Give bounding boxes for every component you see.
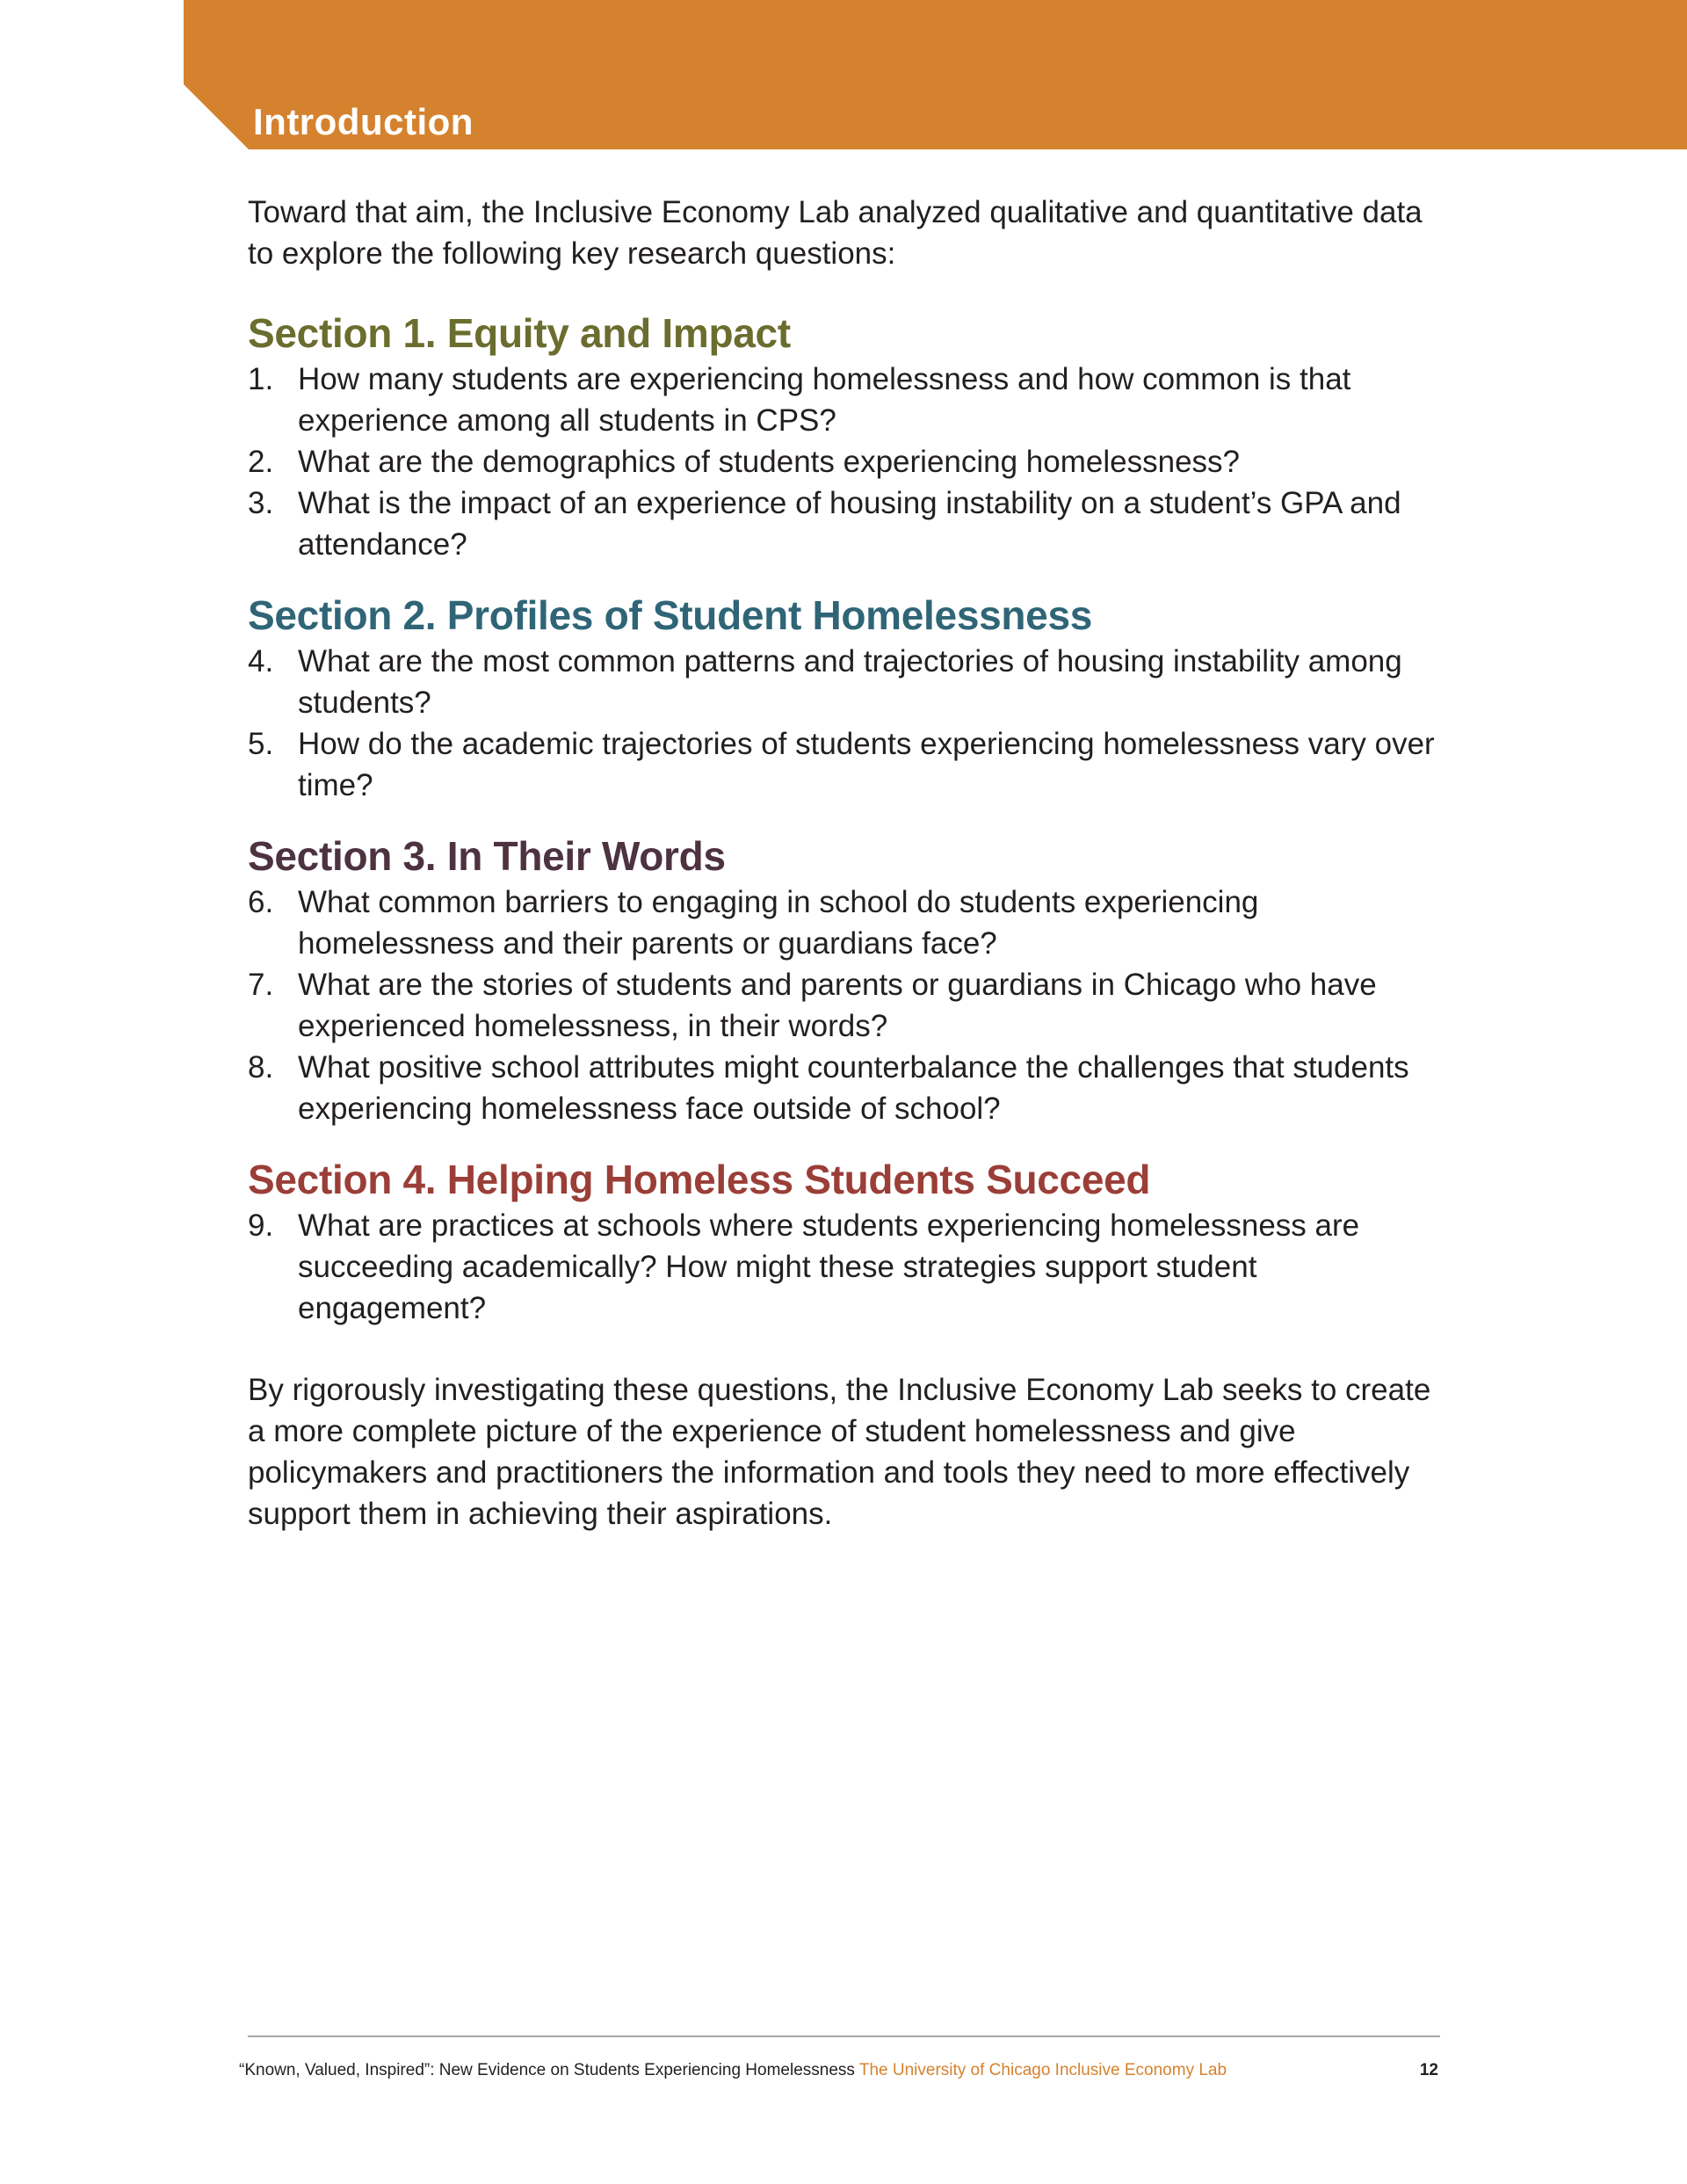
question-item bbox=[248, 723, 1443, 806]
section-heading: Section 3. In Their Words bbox=[248, 833, 726, 879]
footer-organization: The University of Chicago Inclusive Economy Lab bbox=[858, 2061, 1227, 2079]
section-heading: Section 4. Helping Homeless Students Succeed bbox=[248, 1157, 1151, 1202]
question-number: 4. bbox=[248, 644, 274, 678]
question-item bbox=[248, 964, 1443, 1047]
question-list bbox=[248, 359, 1443, 565]
footer-divider bbox=[248, 2035, 1440, 2037]
question-text: What are the demographics of students experiencing homelessness? bbox=[298, 445, 1240, 479]
question-text: How do the academic trajectories of students experiencing homelessness vary over time? bbox=[298, 727, 1435, 802]
closing-paragraph: By rigorously investigating these questions, the Inclusive Economy Lab seeks to create a more complete picture of the experience of student homelessness and give policymakers and practitioners the information and tools they need to more effectively support them in achieving their aspirations. bbox=[248, 1373, 1431, 1531]
section-helping-homeless-students-succeed bbox=[248, 1154, 1443, 1329]
question-text: What are the stories of students and parents or guardians in Chicago who have experienced homelessness, in their words? bbox=[298, 968, 1377, 1043]
section-profiles-of-student-homelessness bbox=[248, 590, 1443, 806]
question-item bbox=[248, 359, 1443, 441]
question-item bbox=[248, 1205, 1443, 1329]
page-footer bbox=[239, 2057, 1443, 2084]
page-number: 12 bbox=[1419, 2061, 1438, 2079]
question-item bbox=[248, 1047, 1443, 1129]
footer-publication-title: “Known, Valued, Inspired”: New Evidence on Students Experiencing Homelessness bbox=[239, 2061, 855, 2079]
question-text: What positive school attributes might counterbalance the challenges that students experiencing homelessness face outside of school? bbox=[298, 1050, 1409, 1126]
section-heading: Section 2. Profiles of Student Homelessness bbox=[248, 592, 1093, 638]
question-text: What are the most common patterns and trajectories of housing instability among students? bbox=[298, 644, 1402, 720]
question-text: What are practices at schools where students experiencing homelessness are succeeding academically? How might these strategies support student engagement? bbox=[298, 1208, 1360, 1325]
section-heading: Section 1. Equity and Impact bbox=[248, 310, 791, 356]
question-number: 7. bbox=[248, 968, 274, 1002]
question-item bbox=[248, 641, 1443, 723]
question-number: 9. bbox=[248, 1208, 274, 1243]
question-list bbox=[248, 1205, 1443, 1329]
question-number: 8. bbox=[248, 1050, 274, 1085]
section-in-their-words bbox=[248, 831, 1443, 1129]
question-number: 2. bbox=[248, 445, 274, 479]
page-content bbox=[248, 192, 1443, 1535]
question-item bbox=[248, 882, 1443, 964]
question-text: What is the impact of an experience of housing instability on a student’s GPA and attendance? bbox=[298, 486, 1401, 562]
question-number: 5. bbox=[248, 727, 274, 761]
question-number: 3. bbox=[248, 486, 274, 520]
question-text: How many students are experiencing homelessness and how common is that experience among all students in CPS? bbox=[298, 362, 1351, 438]
intro-paragraph: Toward that aim, the Inclusive Economy Lab analyzed qualitative and quantitative data to explore the following key research questions: bbox=[248, 195, 1423, 271]
section-equity-and-impact bbox=[248, 308, 1443, 565]
question-item bbox=[248, 441, 1443, 483]
question-number: 1. bbox=[248, 362, 274, 396]
question-list bbox=[248, 882, 1443, 1129]
question-item bbox=[248, 483, 1443, 565]
section-title: Introduction bbox=[253, 101, 474, 142]
question-text: What common barriers to engaging in school do students experiencing homelessness and their parents or guardians face? bbox=[298, 885, 1259, 961]
question-list bbox=[248, 641, 1443, 806]
question-number: 6. bbox=[248, 885, 274, 919]
